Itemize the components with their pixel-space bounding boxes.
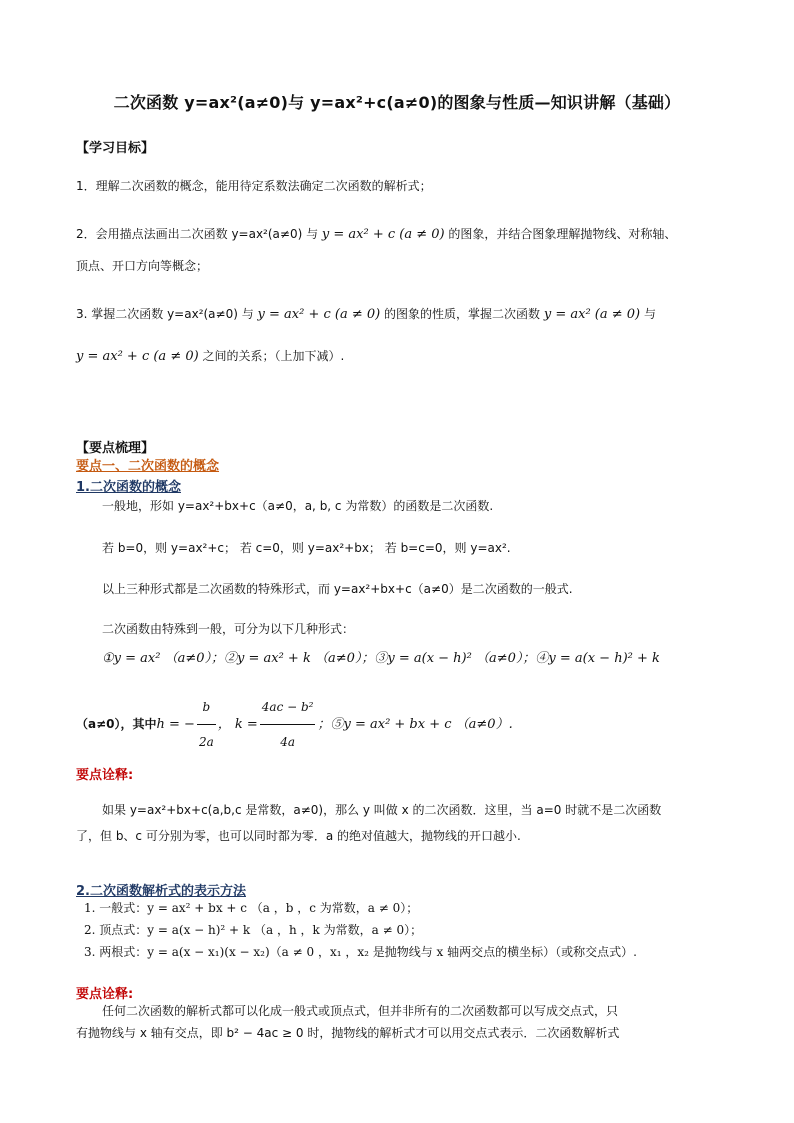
- general-form-item: 1. 一般式：y = ax² + bx + c （a ，b ，c 为常数，a ≠ 0）；: [84, 901, 419, 915]
- goal-item-1: 1．理解二次函数的概念，能用待定系数法确定二次函数的解析式；: [76, 179, 432, 193]
- special-cases: 若 b=0，则 y=ax²+c； 若 c=0，则 y=ax²+bx； 若 b=c=0，则 y=ax².: [102, 541, 511, 555]
- h-denominator: 2a: [198, 735, 214, 749]
- learning-goals-heading: 【学习目标】: [76, 141, 155, 156]
- general-form-note: 以上三种形式都是二次函数的特殊形式，而 y=ax²+bx+c（a≠0）是二次函数的一般式.: [102, 582, 573, 596]
- point-1-heading: 要点一、二次函数的概念: [76, 459, 220, 474]
- h-formula: h = −: [156, 717, 195, 732]
- forms-line-2-prefix: （a≠0），其中: [76, 717, 157, 731]
- concept-definition: 一般地，形如 y=ax²+bx+c（a≠0，a, b, c 为常数）的函数是二次函数.: [102, 499, 494, 513]
- goal-item-2-text-a: 2．会用描点法画出二次函数 y=ax²(a≠0) 与: [76, 227, 322, 241]
- goal-item-3-text-b: 的图象的性质，掌握二次函数: [380, 307, 544, 321]
- h-numerator: b: [197, 690, 216, 725]
- note-2-line-1: 任何二次函数的解析式都可以化成一般式或顶点式，但并非所有的二次函数都可以写成交点式，只: [102, 1004, 619, 1018]
- concept-subheading: 1.二次函数的概念: [76, 480, 181, 495]
- note-1-label: 要点诠释:: [76, 768, 134, 783]
- goal-item-3: [76, 302, 726, 327]
- forms-list-1: ①y = ax² （a≠0）；②y = ax² + k （a≠0）；③y = a(x − h)² （a≠0）；④y = a(x − h)² + k: [102, 651, 660, 666]
- k-fraction: [260, 690, 316, 759]
- k-denominator: 4a: [280, 735, 296, 749]
- vertex-form-item: 2. 顶点式：y = a(x − h)² + k （a ，h ，k 为常数，a ≠ 0）；: [84, 923, 423, 937]
- note-1-line-2: 了，但 b、c 可分别为零，也可以同时都为零．a 的绝对值越大，抛物线的开口越小.: [76, 829, 521, 843]
- note-2-label: 要点诠释:: [76, 987, 134, 1002]
- goal-item-2-text-b: 的图象，并结合图象理解抛物线、对称轴、: [444, 227, 677, 241]
- goal-item-2-formula: y = ax² + c (a ≠ 0): [321, 227, 445, 242]
- goal-item-3-text-a: 3. 掌握二次函数 y=ax²(a≠0) 与: [76, 307, 258, 321]
- goal-item-3-text-c: 与: [640, 307, 656, 321]
- page-title: 二次函数 y=ax²(a≠0)与 y=ax²+c(a≠0)的图象与性质—知识讲解（基础）: [113, 93, 681, 112]
- goal-item-3-formula-3: y = ax² + c (a ≠ 0): [76, 349, 199, 364]
- k-formula: ， k =: [217, 717, 258, 732]
- k-numerator: 4ac − b²: [260, 690, 316, 725]
- key-points-heading: 【要点梳理】: [76, 441, 155, 456]
- goal-item-3-formula-1: y = ax² + c (a ≠ 0): [257, 307, 381, 322]
- goal-item-3-text-d: 之间的关系；（上加下减）.: [198, 349, 345, 363]
- expression-forms-subheading: 2.二次函数解析式的表示方法: [76, 884, 246, 899]
- goal-item-3-cont: [76, 344, 726, 369]
- forms-intro: 二次函数由特殊到一般，可分为以下几种形式：: [102, 622, 355, 636]
- goal-item-3-formula-2: y = ax² (a ≠ 0): [543, 307, 641, 322]
- forms-line-1: [102, 646, 742, 671]
- forms-line-2: [76, 690, 726, 759]
- goal-item-2: [76, 222, 726, 247]
- goal-item-2-cont: 顶点、开口方向等概念；: [76, 259, 209, 273]
- note-2-line-2: 有抛物线与 x 轴有交点，即 b² − 4ac ≥ 0 时，抛物线的解析式才可以用交点式表示．二次函数解析式: [76, 1026, 620, 1040]
- note-1-line-1: 如果 y=ax²+bx+c(a,b,c 是常数，a≠0)，那么 y 叫做 x 的二次函数．这里，当 a=0 时就不是二次函数: [102, 803, 662, 817]
- root-form-item: 3. 两根式：y = a(x − x₁)(x − x₂)（a ≠ 0 ，x₁ ，x₂ 是抛物线与 x 轴两交点的横坐标）（或称交点式）.: [84, 945, 637, 959]
- h-fraction: [197, 690, 216, 759]
- form-5: ；⑤y = ax² + bx + c （a≠0）.: [317, 717, 513, 732]
